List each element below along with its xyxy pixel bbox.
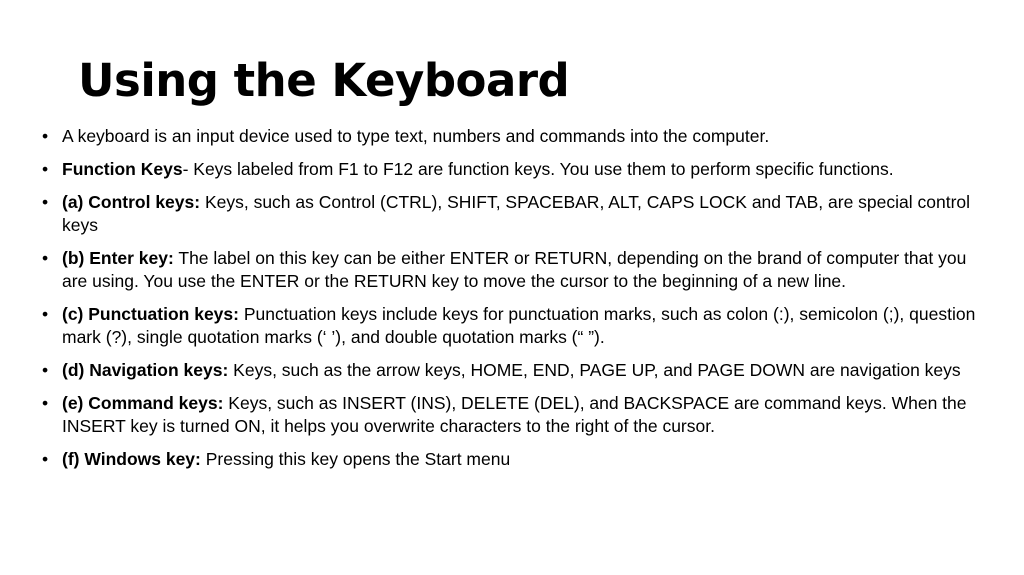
bullet-marker: •: [42, 159, 49, 179]
bullet-body: Keys, such as Control (CTRL), SHIFT, SPACEBAR, ALT, CAPS LOCK and TAB, are special control keys: [62, 192, 971, 235]
bullet-item: [42, 191, 986, 237]
bullet-text: [62, 449, 510, 469]
bullet-marker: •: [42, 126, 49, 146]
slide-title: Using the Keyboard: [78, 54, 570, 107]
bullet-label: (d) Navigation keys:: [62, 360, 229, 380]
bullet-body: - Keys labeled from F1 to F12 are function keys. You use them to perform specific functions.: [182, 159, 894, 179]
bullet-item: [42, 448, 986, 471]
bullet-text: [62, 304, 975, 347]
bullet-item: [42, 247, 986, 293]
bullet-body: A keyboard is an input device used to type text, numbers and commands into the computer.: [62, 126, 770, 146]
bullet-marker: •: [42, 449, 49, 469]
bullet-body: Keys, such as INSERT (INS), DELETE (DEL), and BACKSPACE are command keys. When the INSERT key is turned ON, it helps you overwrite characters to the right of the cursor.: [62, 393, 967, 436]
bullet-text: [62, 360, 961, 380]
bullet-item: [42, 303, 986, 349]
bullet-marker: •: [42, 393, 49, 413]
bullet-label: (f) Windows key:: [62, 449, 201, 469]
bullet-marker: •: [42, 248, 49, 268]
bullet-label: Function Keys: [62, 159, 183, 179]
bullet-body: Pressing this key opens the Start menu: [200, 449, 511, 469]
bullet-item: [42, 158, 986, 181]
bullet-list: [42, 125, 986, 481]
bullet-label: (a) Control keys:: [62, 192, 201, 212]
bullet-body: Keys, such as the arrow keys, HOME, END, PAGE UP, and PAGE DOWN are navigation keys: [228, 360, 961, 380]
bullet-marker: •: [42, 192, 49, 212]
bullet-text: [62, 393, 967, 436]
bullet-text: [62, 126, 769, 146]
bullet-item: [42, 359, 986, 382]
bullet-label: (c) Punctuation keys:: [62, 304, 239, 324]
bullet-label: (e) Command keys:: [62, 393, 224, 413]
bullet-label: (b) Enter key:: [62, 248, 174, 268]
bullet-text: [62, 248, 966, 291]
bullet-marker: •: [42, 360, 49, 380]
bullet-marker: •: [42, 304, 49, 324]
bullet-body: Punctuation keys include keys for punctuation marks, such as colon (:), semicolon (;), question mark (?), single quotation marks (‘ ’), and double quotation marks (“ ”).: [62, 304, 976, 347]
bullet-item: [42, 392, 986, 438]
bullet-item: [42, 125, 986, 148]
bullet-text: [62, 159, 894, 179]
bullet-text: [62, 192, 970, 235]
bullet-body: The label on this key can be either ENTER or RETURN, depending on the brand of computer that you are using. You use the ENTER or the RETURN key to move the cursor to the beginning of a new line.: [62, 248, 967, 291]
